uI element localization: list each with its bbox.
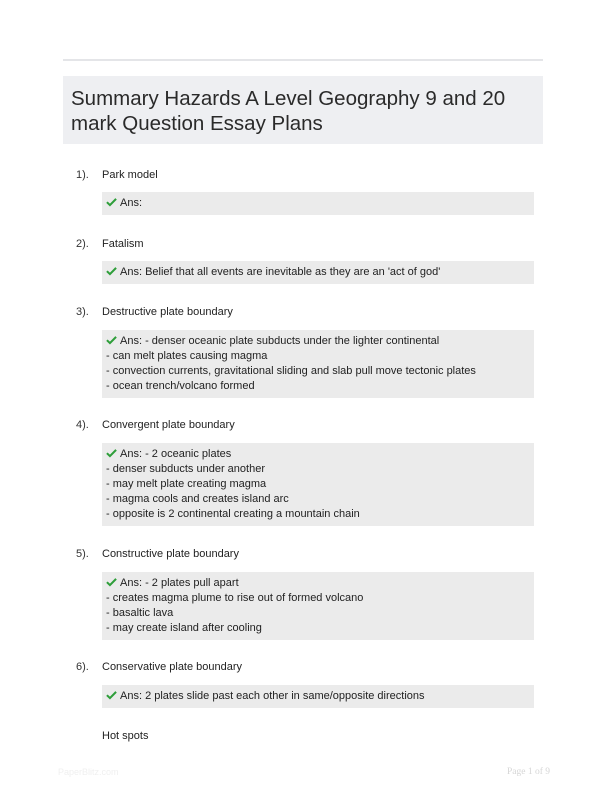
question-text: Convergent plate boundary — [102, 419, 235, 431]
check-icon — [106, 266, 117, 276]
check-icon — [106, 335, 117, 345]
question-number: 6). — [76, 661, 89, 673]
document-title: Summary Hazards A Level Geography 9 and 20 mark Question Essay Plans — [71, 87, 506, 135]
answer-line: - may melt plate creating magma — [106, 478, 267, 490]
answer-line: - magma cools and creates island arc — [106, 493, 289, 505]
question-number: 5). — [76, 548, 89, 560]
answer-line: Ans: Belief that all events are inevitable as they are an 'act of god' — [106, 265, 528, 280]
question-number: 1). — [76, 169, 89, 181]
answer-box — [102, 443, 534, 526]
question-text: Destructive plate boundary — [102, 306, 233, 318]
answer-line: - may create island after cooling — [106, 622, 262, 634]
question-text: Fatalism — [102, 238, 144, 250]
answer-box — [102, 261, 534, 284]
answer-line: Ans: 2 plates slide past each other in same/opposite directions — [106, 689, 528, 704]
answer-line: - basaltic lava — [106, 607, 174, 619]
answer-line: Ans: - 2 plates pull apart — [106, 576, 528, 591]
answer-box — [102, 685, 534, 708]
title-banner — [63, 76, 543, 144]
question-number: 4). — [76, 419, 89, 431]
question-text: Conservative plate boundary — [102, 661, 243, 673]
answer-line: - ocean trench/volcano formed — [106, 380, 255, 392]
answer-line: - denser subducts under another — [106, 463, 265, 475]
answer-box — [102, 572, 534, 640]
answer-line: Ans: — [106, 196, 528, 211]
check-icon — [106, 577, 117, 587]
answer-line: Ans: - 2 oceanic plates — [106, 447, 528, 462]
page-indicator: Page 1 of 9 — [506, 767, 550, 777]
question-text: Park model — [102, 169, 158, 181]
answer-line: Ans: - denser oceanic plate subducts under the lighter continental — [106, 334, 528, 349]
check-icon — [106, 448, 117, 458]
check-icon — [106, 197, 117, 207]
check-icon — [106, 690, 117, 700]
answer-line: - convection currents, gravitational sliding and slab pull move tectonic plates — [106, 365, 476, 377]
answer-line: - opposite is 2 continental creating a mountain chain — [106, 508, 360, 520]
answer-box — [102, 330, 534, 398]
answer-box — [102, 192, 534, 215]
question-text: Hot spots — [102, 730, 149, 742]
question-number: 2). — [76, 238, 89, 250]
top-divider — [63, 59, 543, 61]
answer-line: - can melt plates causing magma — [106, 350, 268, 362]
question-text: Constructive plate boundary — [102, 548, 239, 560]
footer-watermark: PaperBlitz.com — [58, 767, 119, 777]
question-number: 3). — [76, 306, 89, 318]
answer-line: - creates magma plume to rise out of formed volcano — [106, 592, 364, 604]
